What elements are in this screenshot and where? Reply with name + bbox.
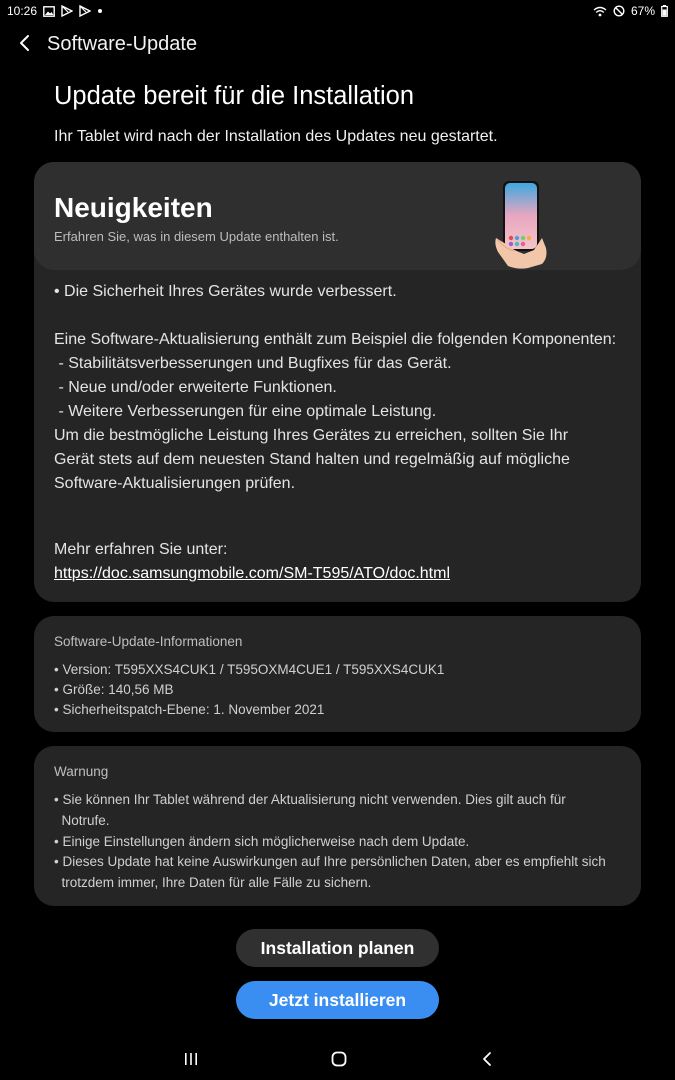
news-body: [54, 280, 629, 496]
play-store-icon: [61, 5, 73, 17]
battery-text: 67%: [630, 4, 655, 18]
phone-illustration-icon: [494, 178, 554, 270]
back-button[interactable]: [12, 31, 36, 59]
news-line: • Die Sicherheit Ihres Gerätes wurde verbessert.: [54, 283, 397, 300]
warning-card: [34, 746, 641, 906]
news-line: - Weitere Verbesserungen für eine optimale Leistung.: [54, 403, 437, 420]
update-info-version: • Version: T595XXS4CUK1 / T595OXM4CUE1 / T595XXS4CUK1: [54, 662, 445, 677]
warning-title: Warnung: [54, 764, 109, 779]
status-right: [593, 4, 668, 18]
warning-line: • Einige Einstellungen ändern sich möglicherweise nach dem Update.: [54, 833, 470, 849]
update-info-list: [54, 660, 444, 720]
app-bar: [0, 27, 675, 63]
news-line: [54, 304, 629, 328]
news-line: Software-Aktualisierungen prüfen.: [54, 475, 296, 492]
update-info-patch-level: • Sicherheitspatch-Ebene: 1. November 2021: [54, 702, 325, 717]
home-button[interactable]: [324, 1050, 354, 1072]
more-info-label: Mehr erfahren Sie unter:: [54, 541, 228, 558]
news-subtitle: Erfahren Sie, was in diesem Update enthalten ist.: [54, 229, 339, 244]
news-line: - Neue und/oder erweiterte Funktionen.: [54, 379, 337, 396]
battery-icon: [661, 5, 668, 17]
news-line: Um die bestmögliche Leistung Ihres Gerätes zu erreichen, sollten Sie Ihr: [54, 427, 569, 444]
update-info-title: Software-Update-Informationen: [54, 634, 243, 649]
back-icon: [481, 1051, 493, 1072]
nav-back-button[interactable]: [472, 1050, 502, 1072]
update-info-size: • Größe: 140,56 MB: [54, 682, 174, 697]
back-arrow-icon: [18, 34, 30, 57]
warning-line: • Sie können Ihr Tablet während der Aktualisierung nicht verwenden. Dies gilt auch für: [54, 792, 566, 807]
gallery-icon: [43, 6, 55, 17]
do-not-disturb-icon: [613, 5, 625, 17]
news-header: [34, 162, 641, 270]
play-store-icon: [79, 5, 91, 17]
page-subtitle: Ihr Tablet wird nach der Installation des Updates neu gestartet.: [54, 128, 498, 145]
install-now-button[interactable]: Jetzt installieren: [236, 981, 439, 1019]
status-bar: [0, 0, 675, 22]
news-line: - Stabilitätsverbesserungen und Bugfixes für das Gerät.: [54, 355, 452, 372]
home-icon: [331, 1051, 347, 1072]
recent-apps-button[interactable]: [176, 1050, 206, 1072]
warning-line: Notrufe.: [54, 812, 110, 828]
update-info-card: [34, 616, 641, 732]
status-left: [7, 4, 103, 18]
news-card: [34, 162, 641, 602]
warning-list: [54, 790, 629, 894]
warning-line: • Dieses Update hat keine Auswirkungen auf Ihre persönlichen Daten, aber es empfiehlt sich: [54, 854, 606, 870]
news-title: Neuigkeiten: [54, 192, 213, 223]
status-time: 10:26: [7, 4, 38, 18]
wifi-icon: [593, 6, 607, 17]
more-info-link[interactable]: https://doc.samsungmobile.com/SM-T595/ATO/doc.html: [54, 565, 451, 582]
recent-apps-icon: [183, 1052, 199, 1071]
dot-icon: [97, 8, 103, 14]
warning-line: trotzdem immer, Ihre Daten für alle Fälle zu sichern.: [54, 875, 372, 891]
schedule-install-button[interactable]: Installation planen: [236, 929, 439, 967]
page-title: Update bereit für die Installation: [54, 82, 415, 110]
news-line: Eine Software-Aktualisierung enthält zum Beispiel die folgenden Komponenten:: [54, 331, 617, 348]
app-title: Software-Update: [47, 33, 198, 55]
news-line: Gerät stets auf dem neuesten Stand halten und regelmäßig auf mögliche: [54, 451, 570, 468]
navigation-bar: [0, 1040, 675, 1080]
